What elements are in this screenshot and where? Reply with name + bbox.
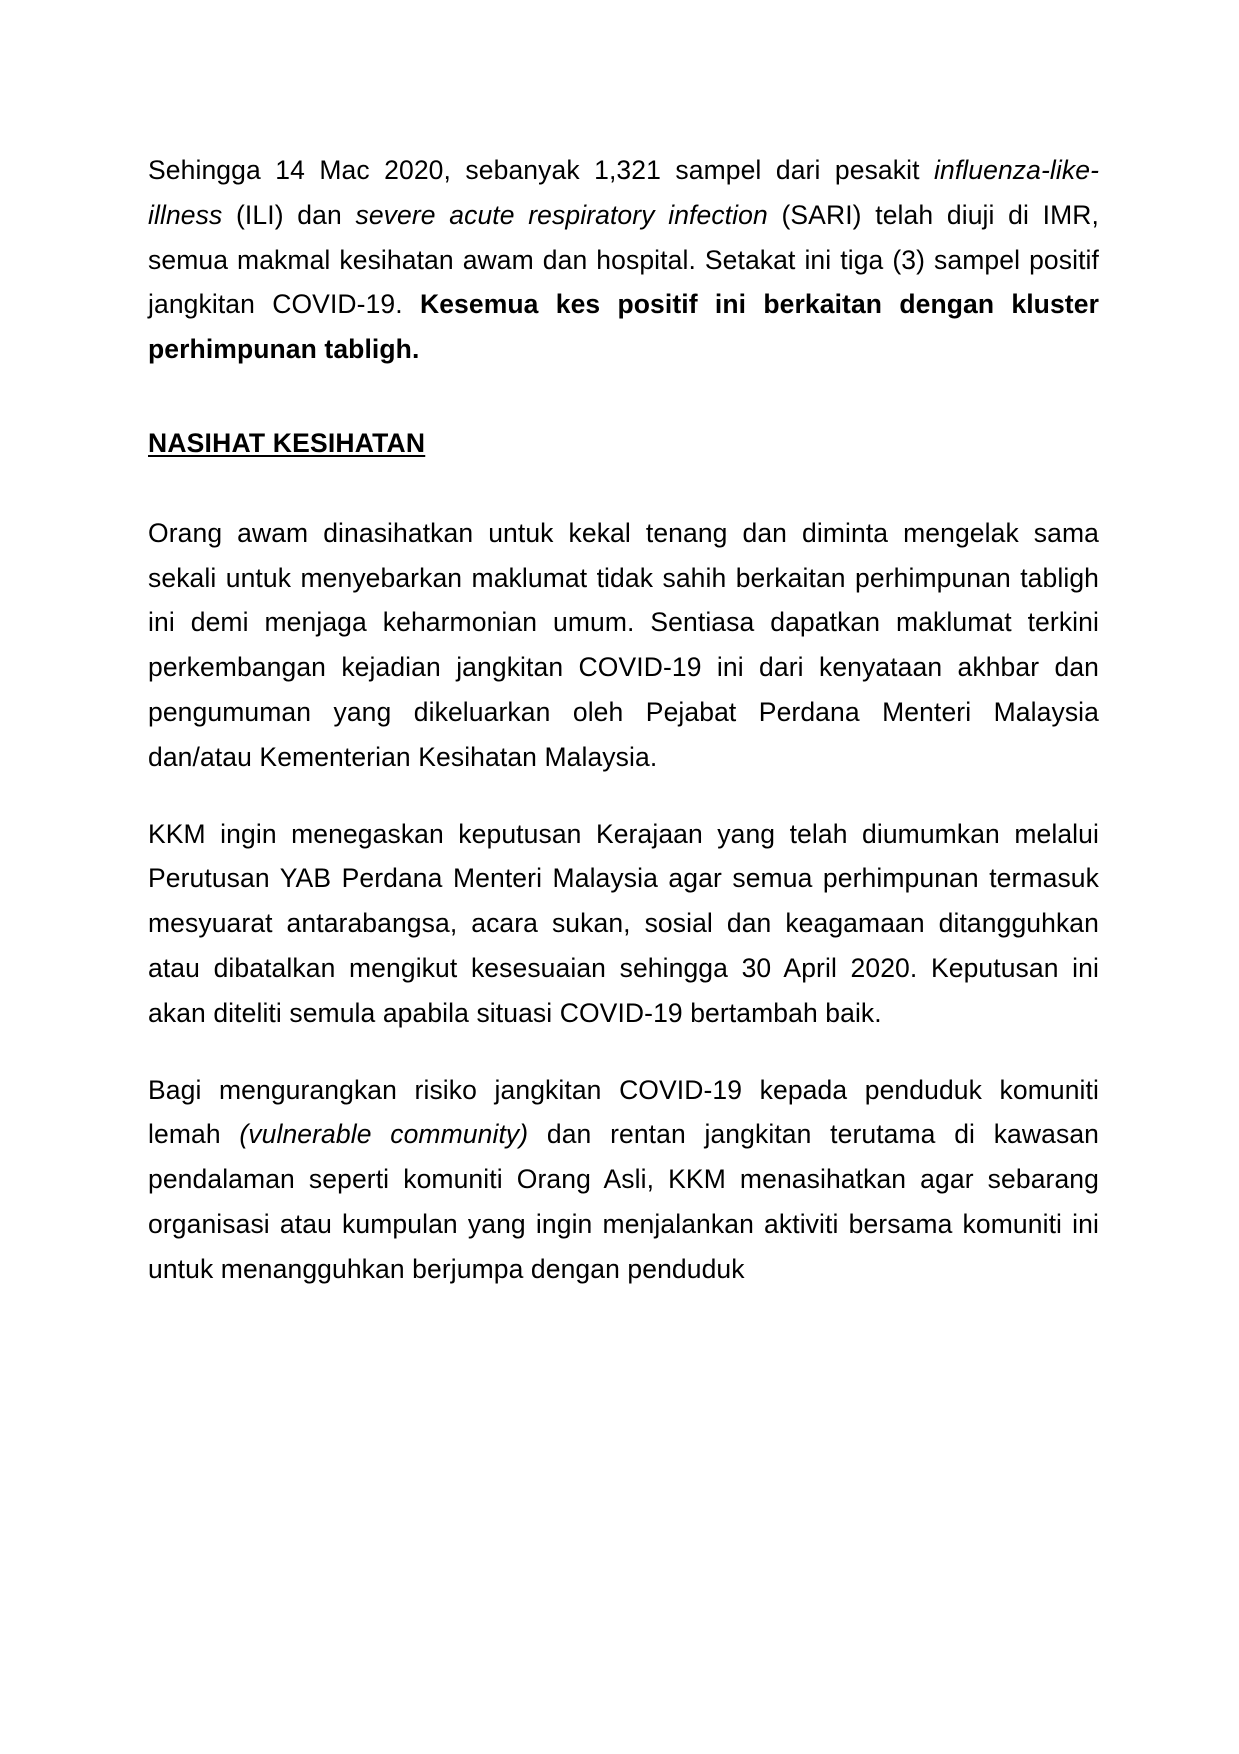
paragraph-vulnerable-segment-3: dan rentan jangkitan terutama di kawasan pendalaman seperti komuniti Orang Asli, KKM menasihatkan agar sebarang organisasi atau kumpulan yang ingin menjalankan aktiviti bersama komuniti ini untuk menangguhkan berjumpa dengan penduduk: [148, 1119, 1099, 1284]
paragraph-vulnerable-segment-1: Bagi mengurangkan risiko jangkitan COVID-19 kepada penduduk komuniti lemah: [148, 1074, 1099, 1150]
paragraph-intro-segment-3: (ILI) dan: [222, 199, 356, 230]
paragraph-government-decision: KKM ingin menegaskan keputusan Kerajaan yang telah diumumkan melalui Perutusan YAB Perdana Menteri Malaysia agar semua perhimpunan termasuk mesyuarat antarabangsa, acara sukan, sosial dan keagamaan ditangguhkan atau dibatalkan mengikut kesesuaian sehingga 30 April 2020. Keputusan ini akan diteliti semula apabila situasi COVID-19 bertambah baik.: [148, 818, 1099, 1028]
paragraph-intro-italic-ili: influenza-like-illness: [148, 155, 1099, 230]
paragraph-vulnerable-community: [148, 1068, 1099, 1292]
paragraph-public-advice: Orang awam dinasihatkan untuk kekal tenang dan diminta mengelak sama sekali untuk menyebarkan maklumat tidak sahih berkaitan perhimpunan tabligh ini demi menjaga keharmonian umum. Sentiasa dapatkan maklumat terkini perkembangan kejadian jangkitan COVID-19 ini dari kenyataan akhbar dan pengumuman yang dikeluarkan oleh Pejabat Perdana Menteri Malaysia dan/atau Kementerian Kesihatan Malaysia.: [148, 517, 1099, 772]
paragraph-intro-italic-sari: severe acute respiratory infection: [355, 199, 768, 230]
paragraph-intro-segment-1: Sehingga 14 Mac 2020, sebanyak 1,321 sampel dari pesakit: [148, 155, 934, 185]
paragraph-intro: [148, 148, 1099, 372]
paragraph-vulnerable-italic-term: (vulnerable community): [239, 1119, 529, 1150]
paragraph-intro-segment-5: (SARI) telah diuji di IMR, semua makmal kesihatan awam dan hospital. Setakat ini tiga (3) sampel positif jangkitan COVID-19.: [148, 199, 1099, 320]
paragraph-intro-bold-emphasis: Kesemua kes positif ini berkaitan dengan kluster perhimpunan tabligh.: [148, 289, 1099, 365]
section-heading-nasihat-kesihatan: NASIHAT KESIHATAN: [148, 427, 426, 458]
